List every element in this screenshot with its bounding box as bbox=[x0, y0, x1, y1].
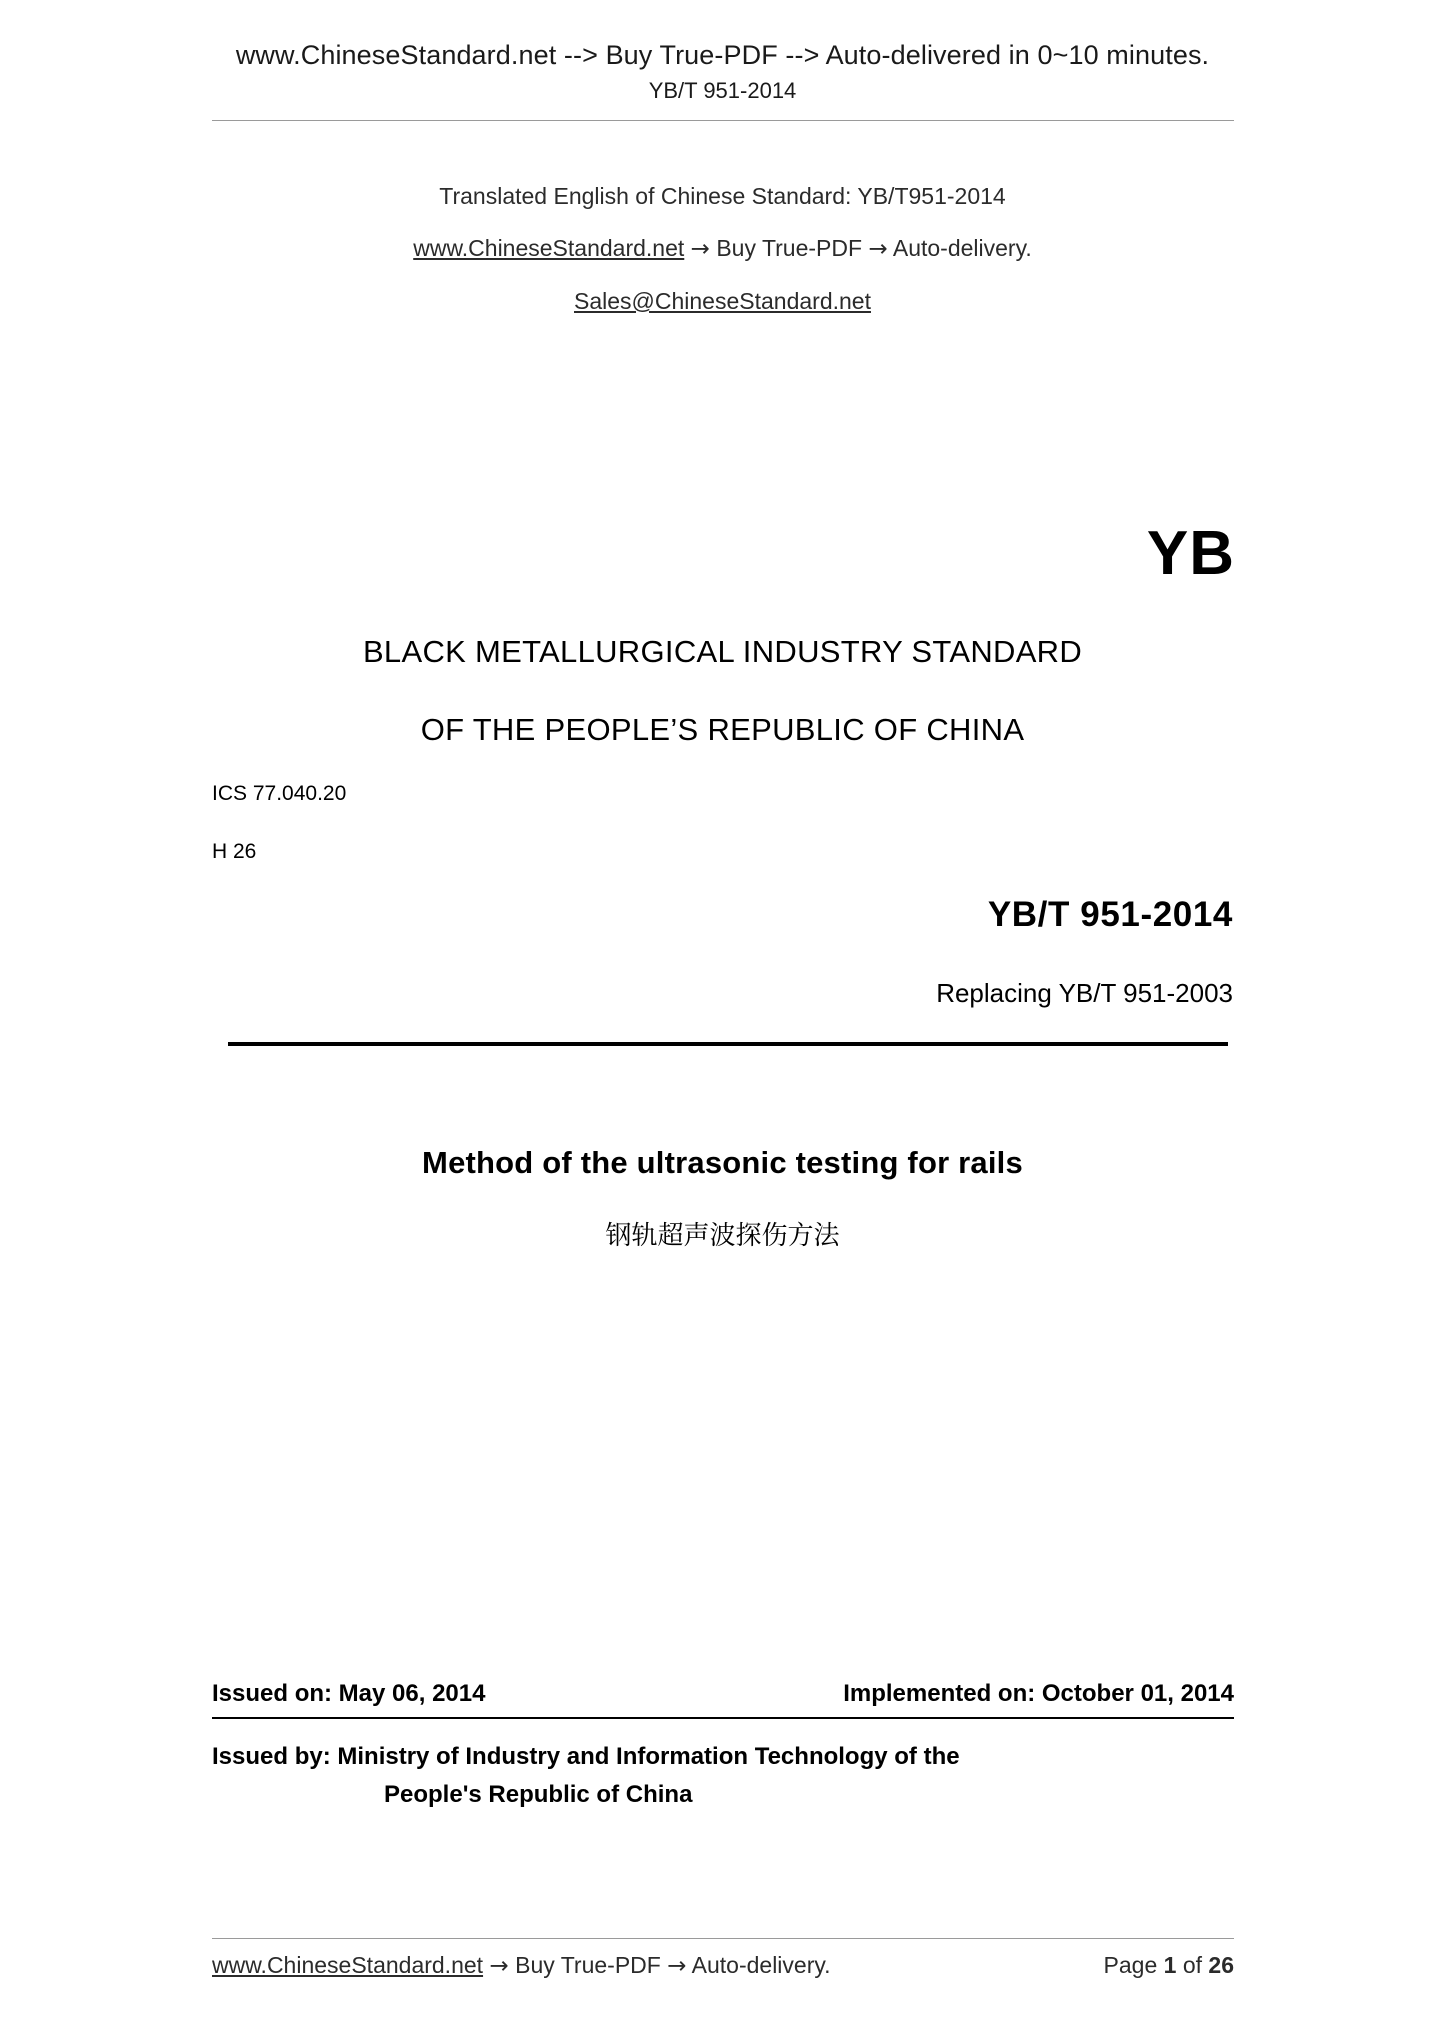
footer-arrow-icon: → bbox=[489, 1953, 509, 1979]
of-label: of bbox=[1182, 1952, 1203, 1978]
document-code-header: YB/T 951-2014 bbox=[648, 78, 797, 103]
footer-arrow-icon-2: → bbox=[667, 1953, 687, 1979]
issue-divider bbox=[212, 1717, 1234, 1719]
standard-title-line-1: BLACK METALLURGICAL INDUSTRY STANDARD bbox=[362, 634, 1083, 669]
page-footer bbox=[212, 1952, 1234, 1979]
page-indicator bbox=[1104, 1952, 1234, 1979]
translated-standard-line: Translated English of Chinese Standard: YB/T951-2014 bbox=[439, 183, 1006, 209]
issue-dates-row bbox=[212, 1680, 1234, 1708]
total-pages: 26 bbox=[1208, 1952, 1234, 1978]
page-label: Page bbox=[1103, 1952, 1158, 1978]
delivery-label: Auto-delivery. bbox=[892, 235, 1032, 261]
yb-logo-mark: YB bbox=[1146, 519, 1235, 588]
header-info-block bbox=[0, 170, 1445, 327]
footer-links bbox=[212, 1952, 831, 1979]
sales-email-link[interactable]: Sales@ChineseStandard.net bbox=[574, 288, 871, 314]
implemented-on-date: Implemented on: October 01, 2014 bbox=[843, 1680, 1234, 1707]
buy-label: Buy True-PDF bbox=[716, 235, 863, 261]
footer-buy-label: Buy True-PDF bbox=[515, 1952, 661, 1978]
page-number: 1 bbox=[1163, 1952, 1177, 1978]
ics-code: ICS 77.040.20 bbox=[212, 782, 347, 805]
header-divider bbox=[212, 120, 1234, 121]
footer-divider bbox=[212, 1938, 1234, 1939]
issued-by-block bbox=[212, 1738, 1234, 1814]
email-line bbox=[0, 275, 1445, 327]
arrow-icon: → bbox=[690, 236, 710, 262]
footer-delivery-label: Auto-delivery. bbox=[691, 1952, 831, 1978]
issued-by-line-2: People's Republic of China bbox=[384, 1781, 693, 1808]
classification-code: H 26 bbox=[212, 840, 257, 863]
issued-by-line-1: Issued by: Ministry of Industry and Information Technology of the bbox=[212, 1743, 960, 1770]
arrow-icon-2: → bbox=[868, 236, 888, 262]
footer-site-link[interactable]: www.ChineseStandard.net bbox=[212, 1952, 484, 1978]
site-link[interactable]: www.ChineseStandard.net bbox=[413, 235, 685, 261]
replacing-standard: Replacing YB/T 951-2003 bbox=[936, 978, 1233, 1008]
title-divider bbox=[228, 1042, 1228, 1046]
document-title-chinese: 钢轨超声波探伤方法 bbox=[605, 1221, 840, 1251]
issued-on-date: Issued on: May 06, 2014 bbox=[212, 1680, 486, 1707]
standard-title-line-2: OF THE PEOPLE’S REPUBLIC OF CHINA bbox=[420, 712, 1025, 747]
promo-banner: www.ChineseStandard.net --> Buy True-PDF --> Auto-delivered in 0~10 minutes. bbox=[235, 40, 1210, 70]
purchase-line bbox=[0, 222, 1445, 275]
document-title-english: Method of the ultrasonic testing for rails bbox=[422, 1145, 1023, 1180]
standard-number: YB/T 951-2014 bbox=[987, 895, 1233, 934]
